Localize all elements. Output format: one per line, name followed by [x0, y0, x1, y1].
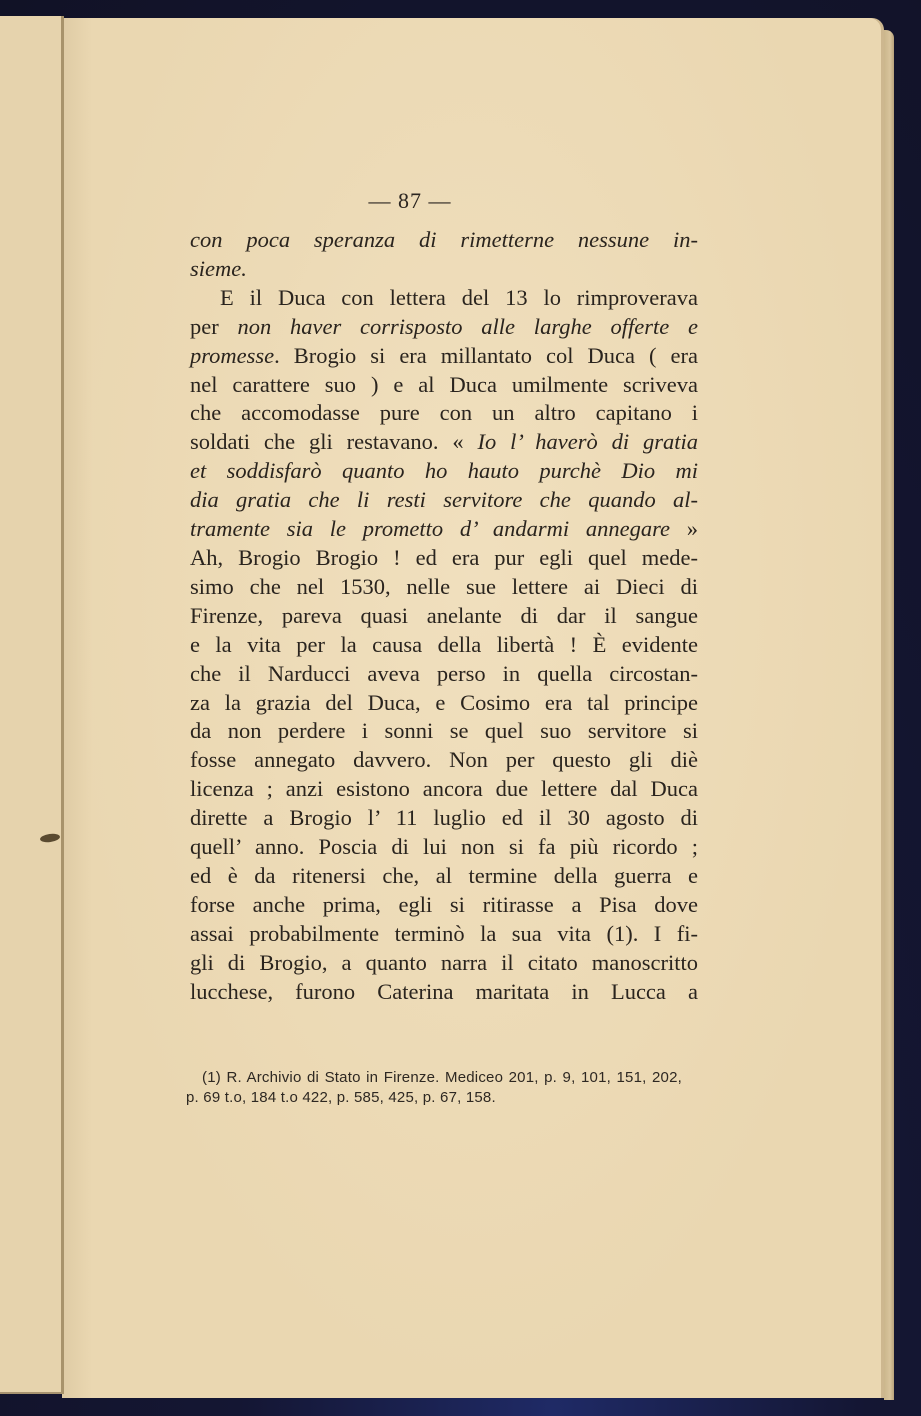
italic-quote-segment: tramente sia le prometto d’ andarmi annegare: [190, 516, 670, 542]
text-line: [190, 342, 698, 371]
text-segment: nel carattere suo ) e al Duca umilmente scriveva: [190, 371, 698, 397]
text-segment: simo che nel 1530, nelle sue lettere ai Dieci di: [190, 573, 698, 599]
facing-page-edge: [0, 16, 64, 1394]
text-segment: lucchese, furono Caterina maritata in Lucca a: [190, 978, 698, 1004]
text-line: [190, 978, 698, 1007]
text-line: [190, 457, 698, 486]
text-segment: quell’ anno. Poscia di lui non si fa più ricordo ;: [190, 834, 698, 860]
text-segment: gli di Brogio, a quanto narra il citato manoscritto: [190, 949, 698, 975]
text-line: [190, 775, 698, 804]
text-segment: . Brogio si era millantato col Duca ( era: [274, 342, 698, 368]
text-line: [190, 660, 698, 689]
footnote-line: (1) R. Archivio di Stato in Firenze. Mediceo 201, p. 9, 101, 151, 202,: [202, 1069, 682, 1086]
text-line: [190, 399, 698, 428]
footnote: [186, 1068, 682, 1108]
text-segment: assai probabilmente terminò la sua vita (1). I fi-: [190, 920, 698, 946]
text-line: [190, 486, 698, 515]
text-line: [190, 573, 698, 602]
text-line: [190, 689, 698, 718]
italic-quote-segment: promesse: [190, 342, 275, 368]
text-segment: per: [190, 313, 238, 339]
italic-quote-segment: sieme.: [190, 255, 247, 281]
text-line: [190, 949, 698, 978]
footnote-line: p. 69 t.o, 184 t.o 422, p. 585, 425, p. 67, 158.: [186, 1089, 496, 1106]
text-segment: che il Narducci aveva perso in quella circostan-: [190, 660, 698, 686]
text-line: [190, 631, 698, 660]
text-line: [190, 862, 698, 891]
text-line: [190, 746, 698, 775]
text-segment: da non perdere i sonni se quel suo servitore si: [190, 718, 698, 744]
text-line: [190, 804, 698, 833]
text-line: [190, 891, 698, 920]
text-segment: dirette a Brogio l’ 11 luglio ed il 30 agosto di: [190, 805, 698, 831]
body-text: [190, 226, 698, 1006]
book-gutter: [61, 16, 64, 1394]
text-segment: licenza ; anzi esistono ancora due lettere dal Duca: [190, 776, 698, 802]
text-segment: E il Duca con lettera del 13 lo rimproverava: [220, 284, 698, 310]
text-segment: che accomodasse pure con un altro capitano i: [190, 400, 698, 426]
text-segment: za la grazia del Duca, e Cosimo era tal principe: [190, 689, 698, 715]
italic-quote-segment: Io l’ haverò di gratia: [477, 429, 699, 455]
text-line: [190, 602, 698, 631]
text-line: [190, 428, 698, 457]
text-line: [190, 284, 698, 313]
italic-quote-segment: dia gratia che li resti servitore che quando al-: [190, 487, 698, 513]
text-line: [190, 313, 698, 342]
text-line: [190, 544, 698, 573]
text-segment: forse anche prima, egli si ritirasse a Pisa dove: [190, 891, 698, 917]
text-line: [190, 920, 698, 949]
italic-quote-segment: non haver corrisposto alle larghe offerte e: [237, 313, 698, 339]
page-fore-edge: [884, 30, 894, 1400]
page-number: — 87 —: [368, 188, 452, 213]
text-segment: Ah, Brogio Brogio ! ed era pur egli quel mede-: [190, 544, 698, 570]
text-segment: »: [670, 516, 698, 542]
text-line: [190, 515, 698, 544]
text-line: [190, 226, 698, 255]
text-segment: Firenze, pareva quasi anelante di dar il sangue: [190, 602, 698, 628]
text-line: [190, 371, 698, 400]
text-segment: e la vita per la causa della libertà ! È evidente: [190, 631, 698, 657]
text-segment: soldati che gli restavano. «: [190, 429, 478, 455]
italic-quote-segment: con poca speranza di rimetterne nessune in-: [190, 227, 698, 252]
text-segment: fosse annegato davvero. Non per questo gli diè: [190, 747, 698, 773]
text-line: [190, 255, 698, 284]
text-line: [190, 833, 698, 862]
text-segment: ed è da ritenersi che, al termine della guerra e: [190, 862, 698, 888]
italic-quote-segment: et soddisfarò quanto ho hauto purchè Dio mi: [190, 458, 698, 484]
text-line: [190, 717, 698, 746]
